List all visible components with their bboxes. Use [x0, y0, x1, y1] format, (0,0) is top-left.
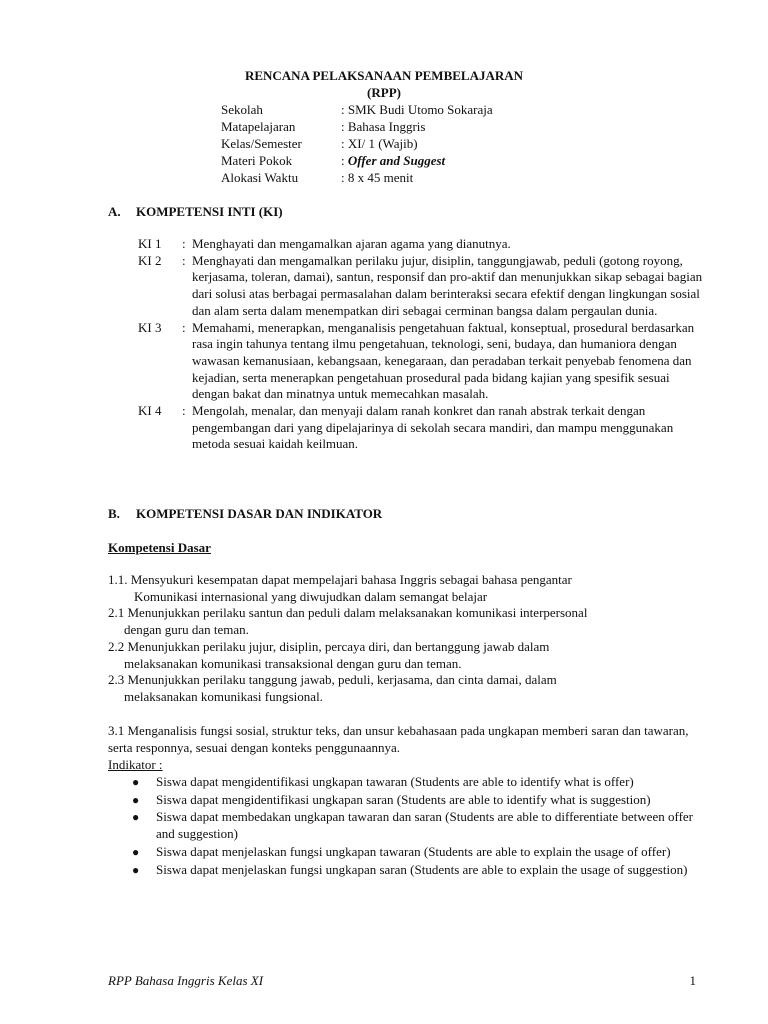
meta-key: Kelas/Semester	[221, 136, 302, 151]
document-title: RENCANA PELAKSANAAN PEMBELAJARAN	[244, 68, 524, 83]
meta-value: Offer and Suggest	[347, 153, 446, 168]
bullet-icon: ●	[132, 810, 140, 825]
ki-label: KI 3	[138, 319, 162, 335]
document-subtitle: (RPP)	[367, 85, 401, 100]
kd-item	[108, 572, 698, 605]
meta-row-matapelajaran	[221, 119, 493, 136]
ki-item: KI 1 : Menghayati dan mengamalkan ajaran agama yang dianutnya.	[138, 236, 708, 253]
section-letter: A.	[108, 204, 121, 219]
kd-item	[108, 672, 698, 705]
ki-text: Memahami, menerapkan, menganalisis pengetahuan faktual, konseptual, prosedural berdasarkan rasa ingin tahunya tentang ilmu pengetahuan, teknologi, seni, budaya, dan humaniora dengan wawasan kemanusiaan, kebangsaan, kenegaraan, dan peradaban terkait penyebab fenomena dan kejadian, serta menerapkan pengetahuan prosedural pada bidang kajian yang spesifik sesuai dengan bakat dan minatnya untuk memecahkan masalah.	[192, 319, 695, 402]
page-footer	[108, 973, 696, 990]
identity-table	[221, 102, 493, 187]
kd-item	[108, 605, 698, 638]
indikator-item	[132, 809, 702, 842]
indikator-text: Siswa dapat menjelaskan fungsi ungkapan tawaran (Students are able to explain the usage of offer)	[156, 843, 671, 859]
indikator-heading: Indikator :	[108, 757, 163, 772]
indikator-item	[132, 862, 702, 879]
meta-key: Alokasi Waktu	[221, 170, 299, 185]
footer-label: RPP Bahasa Inggris Kelas XI	[108, 973, 264, 988]
section-title: KOMPETENSI DASAR DAN INDIKATOR	[136, 506, 383, 521]
meta-value: : 8 x 45 menit	[341, 170, 414, 185]
meta-value: : Bahasa Inggris	[341, 119, 426, 134]
indikator-list	[132, 774, 702, 879]
section-a-heading	[108, 204, 283, 221]
indikator-item	[132, 774, 702, 791]
page-number: 1	[689, 973, 696, 988]
meta-row-alokasi	[221, 170, 493, 187]
meta-key: Sekolah	[221, 102, 263, 117]
kd-text: 2.1 Menunjukkan perilaku santun dan peduli dalam melaksanakan komunikasi interpersonal	[108, 605, 588, 621]
indikator-text: Siswa dapat menjelaskan fungsi ungkapan saran (Students are able to explain the usage of suggestion)	[156, 861, 688, 877]
section-title: KOMPETENSI INTI (KI)	[136, 204, 283, 219]
indikator-text: Siswa dapat mengidentifikasi ungkapan tawaran (Students are able to identify what is offer)	[156, 774, 634, 789]
meta-row-sekolah	[221, 102, 493, 119]
ki-item: KI 4 : Mengolah, menalar, dan menyaji dalam ranah konkret dan ranah abstrak terkait dengan pengembangan dari yang dipelajarinya di sekolah secara mandiri, dan mampu menggunakan metoda sesuai kaidah keilmuan.	[138, 403, 708, 453]
bullet-icon: ●	[132, 862, 140, 877]
kd-text: 1.1. Mensyukuri kesempatan dapat mempelajari bahasa Inggris sebagai bahasa pengantar	[108, 572, 572, 587]
meta-value: : SMK Budi Utomo Sokaraja	[341, 102, 493, 117]
bullet-icon: ●	[132, 775, 140, 789]
kd-text-cont: dengan guru dan teman.	[124, 622, 249, 638]
kd-text: 2.3 Menunjukkan perilaku tanggung jawab, peduli, kerjasama, dan cinta damai, dalam	[108, 672, 557, 688]
section-letter: B.	[108, 506, 120, 521]
meta-row-materi	[221, 153, 493, 170]
kd-text-cont: melaksanakan komunikasi transaksional dengan guru dan teman.	[124, 655, 462, 671]
ki-item: KI 3 : Memahami, menerapkan, menganalisis pengetahuan faktual, konseptual, prosedural berdasarkan rasa ingin tahunya tentang ilmu pengetahuan, teknologi, seni, budaya, dan humaniora dengan wawasan kemanusiaan, kebangsaan, kenegaraan, dan peradaban terkait penyebab fenomena dan kejadian, serta menerapkan pengetahuan prosedural pada bidang kajian yang spesifik sesuai dengan bakat dan minatnya untuk memecahkan masalah.	[138, 320, 708, 404]
kd-item	[108, 639, 698, 672]
ki-list	[138, 236, 708, 453]
meta-prefix: :	[341, 153, 348, 168]
indikator-text: Siswa dapat membedakan ungkapan tawaran dan saran (Students are able to differentiate between offer and suggestion)	[156, 809, 693, 842]
ki-label: KI 1	[138, 236, 162, 251]
ki-label: KI 4	[138, 403, 162, 419]
section-b-heading	[108, 506, 382, 523]
indikator-text: Siswa dapat mengidentifikasi ungkapan saran (Students are able to identify what is suggestion)	[156, 791, 651, 807]
kd-list	[108, 572, 698, 706]
meta-row-kelas	[221, 136, 493, 153]
bullet-icon: ●	[132, 844, 140, 859]
bullet-icon: ●	[132, 792, 140, 807]
kd-3-1: 3.1 Menganalisis fungsi sosial, struktur teks, dan unsur kebahasaan pada ungkapan memberi saran dan tawaran, serta responnya, sesuai dengan konteks penggunaannya.	[108, 723, 689, 755]
kd-text: 2.2 Menunjukkan perilaku jujur, disiplin, percaya diri, dan bertanggung jawab dalam	[108, 638, 550, 654]
kd-heading: Kompetensi Dasar	[108, 540, 211, 555]
ki-text: Mengolah, menalar, dan menyaji dalam ranah konkret dan ranah abstrak terkait dengan pengembangan dari yang dipelajarinya di sekolah secara mandiri, dan mampu menggunakan metoda sesuai kaidah keilmuan.	[192, 403, 674, 452]
meta-key: Materi Pokok	[221, 153, 293, 168]
meta-key: Matapelajaran	[221, 119, 296, 134]
indikator-item	[132, 792, 702, 809]
indikator-item	[132, 844, 702, 861]
ki-text: Menghayati dan mengamalkan ajaran agama yang dianutnya.	[192, 236, 511, 251]
ki-item: KI 2 : Menghayati dan mengamalkan perilaku jujur, disiplin, tanggungjawab, peduli (gotong royong, kerjasama, toleran, damai), santun, responsif dan pro-aktif dan menunjukkan sikap sebagai bagian dari solusi atas berbagai permasalahan dalam berinteraksi secara efektif dengan lingkungan sosial dan alam serta dalam menempatkan diri sebagai cerminan bangsa dalam pergaulan dunia.	[138, 253, 708, 320]
ki-text: Menghayati dan mengamalkan perilaku jujur, disiplin, tanggungjawab, peduli (gotong royong, kerjasama, toleran, damai), santun, responsif dan pro-aktif dan menunjukkan sikap sebagai bagian dari solusi atas berbagai permasalahan dalam berinteraksi secara efektif dengan lingkungan sosial dan alam serta dalam menempatkan diri sebagai cerminan bangsa dalam pergaulan dunia.	[192, 252, 703, 318]
kd-text-cont: melaksanakan komunikasi fungsional.	[124, 688, 323, 704]
meta-value: : XI/ 1 (Wajib)	[341, 136, 418, 151]
ki-label: KI 2	[138, 252, 162, 268]
kd-text-cont: Komunikasi internasional yang diwujudkan dalam semangat belajar	[134, 588, 488, 604]
